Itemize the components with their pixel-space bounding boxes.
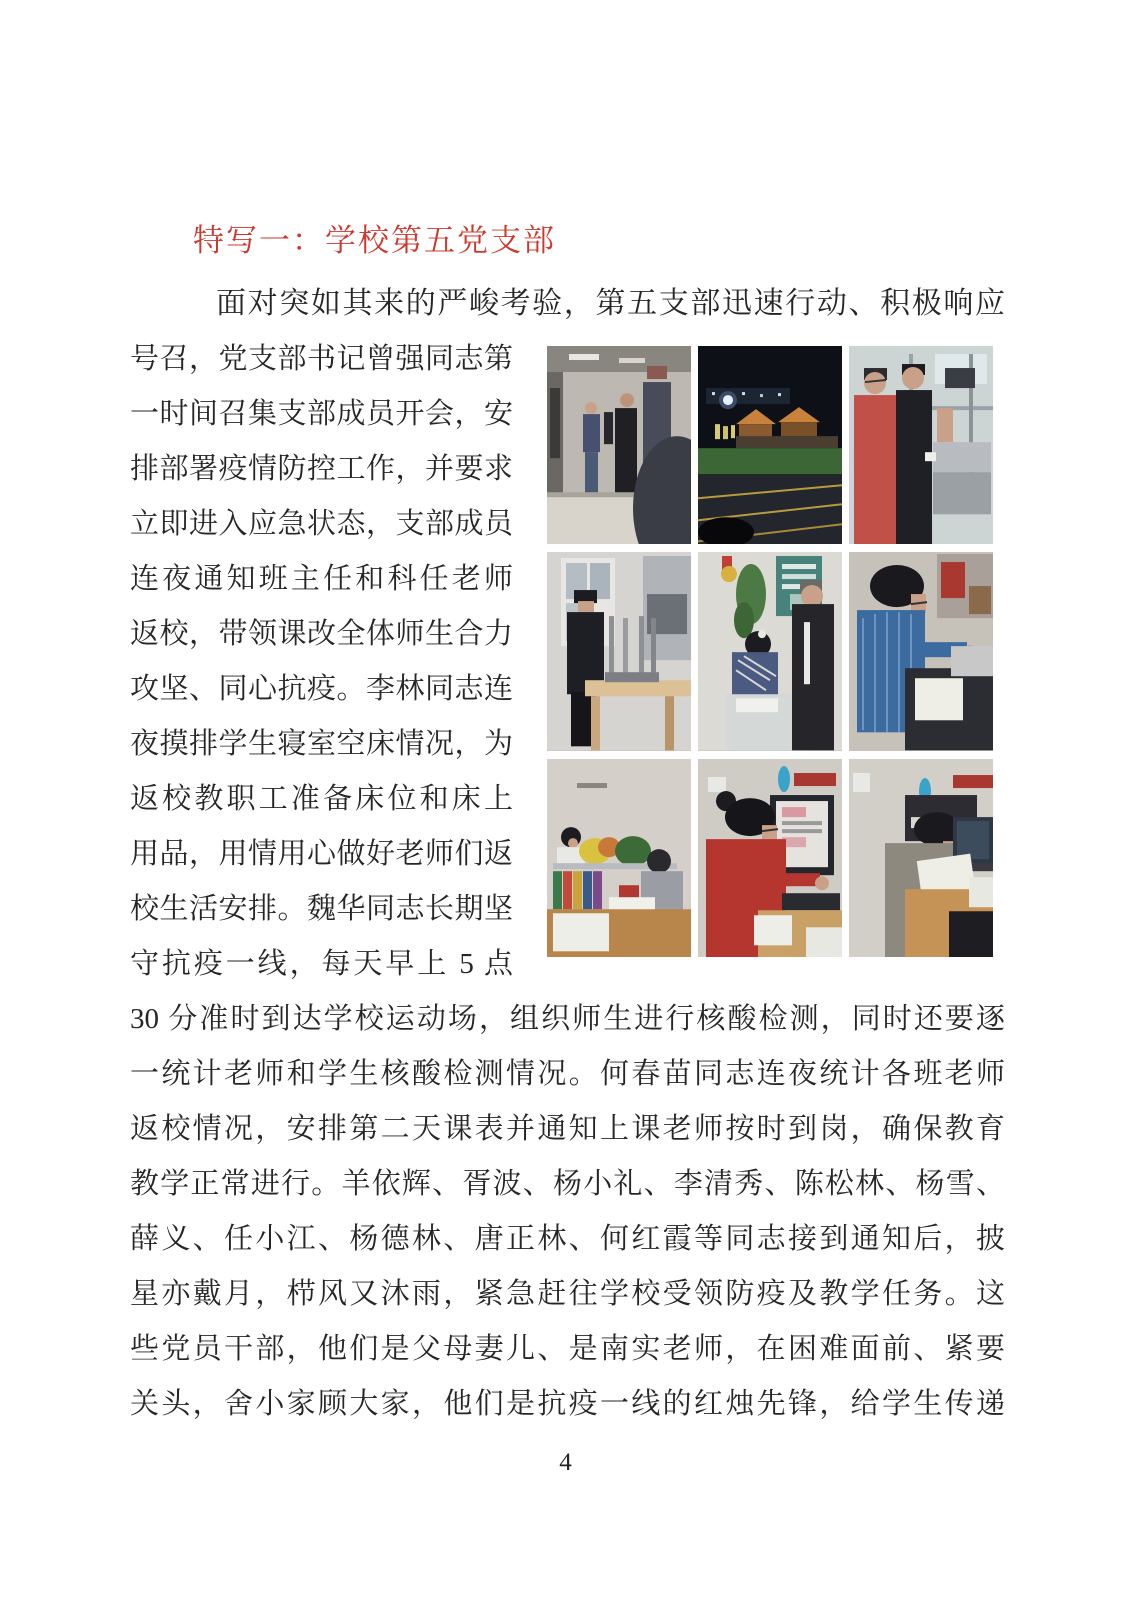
photo-night-testing-field [698, 346, 842, 544]
text-line: 一时间召集支部成员开会，安 [130, 398, 513, 430]
text-line: 些党员干部，他们是父母妻儿、是南实老师，在困难面前、紧要 [130, 1333, 1005, 1365]
photo-checking-documents [849, 759, 993, 957]
text-line: 守抗疫一线，每天早上 5 点 [130, 948, 513, 980]
text-line: 攻坚、同心抗疫。李林同志连 [130, 673, 513, 705]
paragraph-first-line: 面对突如其来的严峻考验，第五支部迅速行动、积极响应 [216, 287, 1005, 320]
photo-dorm-bed-preparation [547, 552, 691, 750]
text-line: 用品，用情用心做好老师们返 [130, 838, 513, 870]
text-line: 号召，党支部书记曾强同志第 [130, 343, 513, 375]
bottom-text-block [130, 992, 1005, 1432]
section-heading: 特写一：学校第五党支部 [193, 223, 556, 258]
photo-office-statistics [547, 759, 691, 957]
text-line: 关头，舍小家顾大家，他们是抗疫一线的红烛先锋，给学生传递 [130, 1388, 1005, 1420]
text-line: 返校教职工准备床位和床上 [130, 783, 513, 815]
text-line: 星亦戴月，栉风又沐雨，紧急赶往学校受领防疫及教学任务。这 [130, 1278, 1005, 1310]
photo-computer-data-entry [698, 759, 842, 957]
text-line: 返校情况，安排第二天课表并通知上课老师按时到岗，确保教育 [130, 1113, 1005, 1145]
text-line: 夜摸排学生寝室空床情况，为 [130, 728, 513, 760]
photo-image [698, 552, 842, 750]
text-line: 30 分准时到达学校运动场，组织师生进行核酸检测，同时还要逐 [130, 1003, 1005, 1035]
text-line: 返校，带领课改全体师生合力 [130, 618, 513, 650]
photo-image [698, 346, 842, 544]
photo-dormitory-visit [849, 346, 993, 544]
photo-teacher-writing-desk [849, 552, 993, 750]
text-line: 一统计老师和学生核酸检测情况。何春苗同志连夜统计各班老师 [130, 1058, 1005, 1090]
photo-image [547, 759, 691, 957]
text-line: 校生活安排。魏华同志长期坚 [130, 893, 513, 925]
text-line: 连夜通知班主任和科任老师 [130, 563, 513, 595]
photo-office-registration [698, 552, 842, 750]
photo-image [547, 346, 691, 544]
photo-image [849, 759, 993, 957]
photo-image [849, 552, 993, 750]
text-line: 排部署疫情防控工作，并要求 [130, 453, 513, 485]
text-line: 立即进入应急状态，支部成员 [130, 508, 513, 540]
page-number: 4 [559, 1449, 572, 1476]
photo-image [547, 552, 691, 750]
left-text-column [130, 332, 513, 992]
photo-image [698, 759, 842, 957]
photo-corridor-night [547, 346, 691, 544]
photo-image [849, 346, 993, 544]
photo-grid [547, 346, 993, 957]
text-line: 教学正常进行。羊依辉、胥波、杨小礼、李清秀、陈松林、杨雪、 [130, 1168, 1005, 1200]
text-line: 薛义、任小江、杨德林、唐正林、何红霞等同志接到通知后，披 [130, 1223, 1005, 1255]
